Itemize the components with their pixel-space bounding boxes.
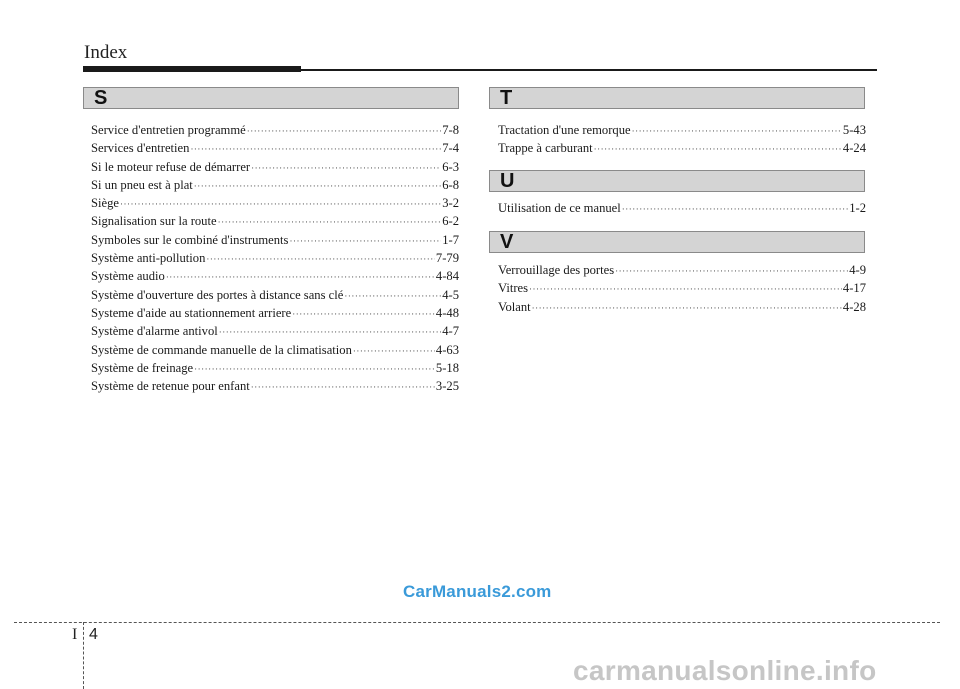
- dot-leader: [206, 254, 435, 264]
- section-letter: T: [500, 87, 513, 109]
- entry-term: Système de retenue pour enfant: [91, 379, 250, 394]
- entry-page: 4-7: [442, 324, 459, 339]
- index-entry[interactable]: [91, 233, 459, 251]
- dot-leader: [166, 272, 435, 282]
- section-entries-v: [498, 263, 866, 318]
- dot-leader: [532, 303, 842, 313]
- dot-leader: [289, 236, 441, 246]
- entry-term: Trappe à carburant: [498, 141, 593, 156]
- header-rule-thick: [83, 66, 301, 72]
- dot-leader: [632, 126, 842, 136]
- dot-leader: [353, 346, 435, 356]
- header-rule-thin: [301, 69, 877, 71]
- index-entry[interactable]: [91, 141, 459, 159]
- entry-page: 7-79: [435, 251, 459, 266]
- dot-leader: [615, 266, 848, 276]
- dot-leader: [251, 382, 435, 392]
- entry-page: 4-28: [842, 299, 866, 314]
- index-entry[interactable]: [91, 251, 459, 269]
- index-entry[interactable]: [91, 178, 459, 196]
- entry-term: Utilisation de ce manuel: [498, 201, 621, 215]
- entry-page: 3-25: [435, 379, 459, 394]
- dot-leader: [218, 217, 442, 227]
- index-entry[interactable]: [498, 201, 866, 219]
- entry-page: 6-3: [442, 159, 459, 174]
- entry-page: 4-17: [842, 281, 866, 296]
- entry-term: Si le moteur refuse de démarrer: [91, 159, 251, 174]
- dot-leader: [120, 199, 441, 209]
- footer-rule: [14, 622, 940, 623]
- section-letter: U: [500, 170, 515, 192]
- entry-term: Vitres: [498, 281, 529, 296]
- entry-term: Système d'alarme antivol: [91, 324, 218, 339]
- footer-chapter: I: [72, 626, 78, 643]
- entry-term: Système de commande manuelle de la climatisation: [91, 342, 352, 357]
- entry-page: 5-18: [435, 360, 459, 375]
- watermark-carmanuals2[interactable]: CarManuals2.com: [403, 582, 552, 601]
- index-entry[interactable]: [498, 300, 866, 318]
- footer-divider: [83, 622, 84, 689]
- section-entries-t: [498, 123, 866, 160]
- index-entry[interactable]: [91, 214, 459, 232]
- entry-term: Services d'entretien: [91, 141, 190, 156]
- index-entry[interactable]: [91, 343, 459, 361]
- entry-term: Volant: [498, 299, 531, 314]
- index-entry[interactable]: [91, 288, 459, 306]
- dot-leader: [251, 163, 441, 173]
- dot-leader: [247, 126, 441, 136]
- index-entry[interactable]: [91, 324, 459, 342]
- entry-page: 7-8: [442, 123, 459, 137]
- entry-page: 4-48: [435, 305, 459, 320]
- entry-term: Si un pneu est à plat: [91, 177, 193, 192]
- index-entry[interactable]: [91, 361, 459, 379]
- entry-term: Système anti-pollution: [91, 251, 206, 266]
- entry-page: 4-63: [435, 342, 459, 357]
- entry-page: 6-8: [442, 177, 459, 192]
- index-entry[interactable]: [498, 141, 866, 159]
- entry-page: 4-5: [442, 287, 459, 302]
- dot-leader: [194, 364, 435, 374]
- section-entries-u: [498, 201, 866, 219]
- entry-term: Symboles sur le combiné d'instruments: [91, 232, 289, 247]
- entry-page: 5-43: [842, 123, 866, 137]
- entry-page: 4-84: [435, 269, 459, 284]
- entry-term: Système audio: [91, 269, 165, 284]
- entry-page: 4-24: [842, 141, 866, 156]
- dot-leader: [190, 144, 441, 154]
- section-header-u: [489, 170, 865, 192]
- index-entry[interactable]: [91, 379, 459, 397]
- entry-term: Tractation d'une remorque: [498, 123, 631, 137]
- section-entries-s: [91, 123, 459, 397]
- entry-term: Verrouillage des portes: [498, 263, 615, 277]
- dot-leader: [344, 291, 441, 301]
- entry-page: 7-4: [442, 141, 459, 156]
- index-entry[interactable]: [498, 123, 866, 141]
- entry-term: Systeme d'aide au stationnement arriere: [91, 305, 292, 320]
- entry-page: 3-2: [442, 196, 459, 211]
- section-letter: S: [94, 87, 108, 109]
- entry-term: Siège: [91, 196, 119, 211]
- section-header-s: [83, 87, 459, 109]
- section-letter: V: [500, 231, 514, 253]
- entry-term: Signalisation sur la route: [91, 214, 217, 229]
- dot-leader: [219, 327, 441, 337]
- watermark-carmanualsonline[interactable]: carmanualsonline.info: [573, 655, 877, 686]
- index-entry[interactable]: [498, 281, 866, 299]
- dot-leader: [292, 309, 435, 319]
- index-entry[interactable]: [91, 196, 459, 214]
- page-number: 4: [89, 626, 98, 643]
- index-entry[interactable]: [91, 123, 459, 141]
- entry-page: 4-9: [849, 263, 866, 277]
- section-header-v: [489, 231, 865, 253]
- entry-term: Système de freinage: [91, 360, 194, 375]
- index-entry[interactable]: [91, 269, 459, 287]
- entry-term: Système d'ouverture des portes à distance sans clé: [91, 287, 344, 302]
- entry-page: 1-2: [849, 201, 866, 215]
- page-title: Index: [84, 42, 128, 63]
- dot-leader: [194, 181, 441, 191]
- dot-leader: [594, 144, 842, 154]
- section-header-t: [489, 87, 865, 109]
- entry-page: 1-7: [442, 232, 459, 247]
- entry-term: Service d'entretien programmé: [91, 123, 246, 137]
- entry-page: 6-2: [442, 214, 459, 229]
- index-entry[interactable]: [91, 160, 459, 178]
- dot-leader: [622, 204, 848, 214]
- dot-leader: [529, 284, 842, 294]
- index-entry[interactable]: [498, 263, 866, 281]
- index-entry[interactable]: [91, 306, 459, 324]
